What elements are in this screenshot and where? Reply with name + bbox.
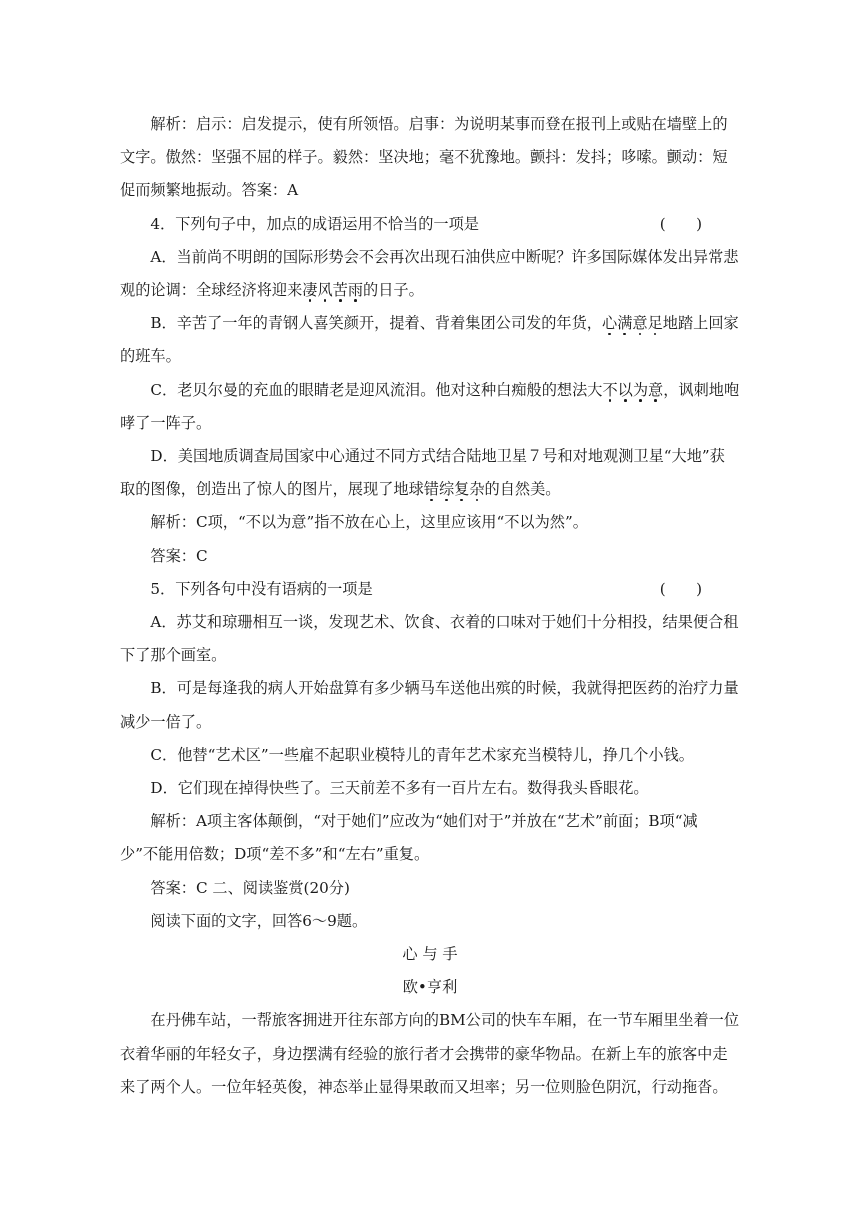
q3-analysis-line3: 促而频繁地振动。答案：A [120,181,299,200]
q4-analysis: 解析：C项，“不以为意”指不放在心上，这里应该用“不以为然”。 [150,513,588,532]
q4-option-b-text: 地踏上回家 [662,314,739,333]
q4-option-b-line2: 的班车。 [120,347,181,366]
dotted-char: 风 [317,281,333,300]
q5-option-a-line1: A．苏艾和琼珊相互一谈，发现艺术、饮食、衣着的口味对于她们十分相投，结果便合租 [150,613,739,632]
q5-option-c: C．他替“艺术区”一些雇不起职业模特儿的青年艺术家充当模特儿，挣几个小钱。 [150,745,694,764]
q5-stem-row [120,573,740,606]
dotted-char: 意 [632,314,648,333]
passage-line3: 来了两个人。一位年轻英俊，神态举止显得果敢而又坦率；另一位则脸色阴沉，行动拖沓。 [120,1077,728,1096]
q4-option-c-text: C．老贝尔曼的充血的眼睛老是迎风流泪。他对这种白痴般的想法大 [150,380,603,399]
q5-answer-blank: ( ) [659,579,702,598]
dotted-char: 足 [647,314,663,333]
dotted-char: 复 [454,480,470,499]
q4-answer-blank: ( ) [659,214,702,233]
dotted-char: 综 [438,480,455,499]
q4-option-d-line2 [120,473,740,506]
q4-option-c-line1 [120,374,740,407]
q3-analysis-line1: 解析：启示：启发提示，使有所领悟。启事：为说明某事而登在报刊上或贴在墙壁上的 [150,115,728,133]
q4-option-b-text: B．辛苦了一年的青钢人喜笑颜开，提着、背着集团公司发的年货， [150,314,602,333]
reading-intro: 阅读下面的文字，回答6～9题。 [150,911,368,930]
dotted-char: 杂 [469,480,485,499]
dotted-char: 雨 [347,281,363,300]
q4-option-d-text: 的自然美。 [484,480,561,499]
q4-option-d-text: 取的图像，创造出了惊人的图片，展现了地球 [120,480,424,499]
passage-title: 心 与 手 [402,945,458,964]
q5-option-d: D．它们现在掉得快些了。三天前差不多有一百片左右。数得我头昏眼花。 [150,779,649,798]
dotted-char: 凄 [302,281,318,300]
q3-analysis-line2: 文字。傲然：坚强不屈的样子。毅然：坚决地；毫不犹豫地。颤抖：发抖；哆嗦。颤动：短 [120,148,728,167]
q4-option-a-line1: A．当前尚不明朗的国际形势会不会再次出现石油供应中断呢？许多国际媒体发出异常悲 [150,247,739,266]
dotted-char: 以 [617,380,633,399]
q4-option-a-line2 [120,274,740,307]
q5-answer: 答案：C 二、阅读鉴赏(20分) [150,878,350,897]
dotted-char: 心 [602,314,618,333]
q4-stem: 4．下列句子中，加点的成语运用不恰当的一项是 [150,214,479,233]
dotted-char: 为 [632,380,649,399]
q4-option-a-text: 的日子。 [363,281,424,300]
dotted-char: 错 [423,480,439,499]
q4-stem-row [120,208,740,241]
dotted-char: 意 [648,380,664,399]
passage-line1: 在丹佛车站，一帮旅客拥进开往东部方向的BM公司的快车车厢，在一节车厢里坐着一位 [150,1011,740,1030]
passage-line2: 衣着华丽的年轻女子，身边摆满有经验的旅行者才会携带的豪华物品。在新上车的旅客中走 [120,1044,728,1063]
q4-option-a-text: 观的论调：全球经济将迎来 [120,281,303,300]
dotted-char: 满 [617,314,633,333]
q5-analysis-line1: 解析：A项主客体颠倒，“对于她们”应改为“她们对于”并放在“艺术”前面；B项“减 [150,812,698,831]
q5-option-a-line2: 下了那个画室。 [120,646,227,665]
q4-answer: 答案：C [150,546,208,565]
dotted-char: 苦 [332,281,348,300]
q5-option-b-line1: B．可是每逢我的病人开始盘算有多少辆马车送他出殡的时候，我就得把医药的治疗力量 [150,679,739,698]
q4-option-d-line1: D．美国地质调查局国家中心通过不同方式结合陆地卫星７号和对地观测卫星“大地”获 [150,447,725,466]
passage-author: 欧•亨利 [402,978,458,997]
q5-option-b-line2: 减少一倍了。 [120,712,212,731]
q5-analysis-line2: 少”不能用倍数；D项“差不多”和“左右”重复。 [120,845,430,864]
q4-option-c-line2: 哮了一阵子。 [120,413,212,432]
document-page [120,108,740,1104]
q4-option-c-text: ，讽刺地咆 [663,380,740,399]
dotted-char: 不 [602,380,618,399]
q5-stem: 5．下列各句中没有语病的一项是 [150,579,373,598]
q4-option-b-line1 [120,307,740,340]
